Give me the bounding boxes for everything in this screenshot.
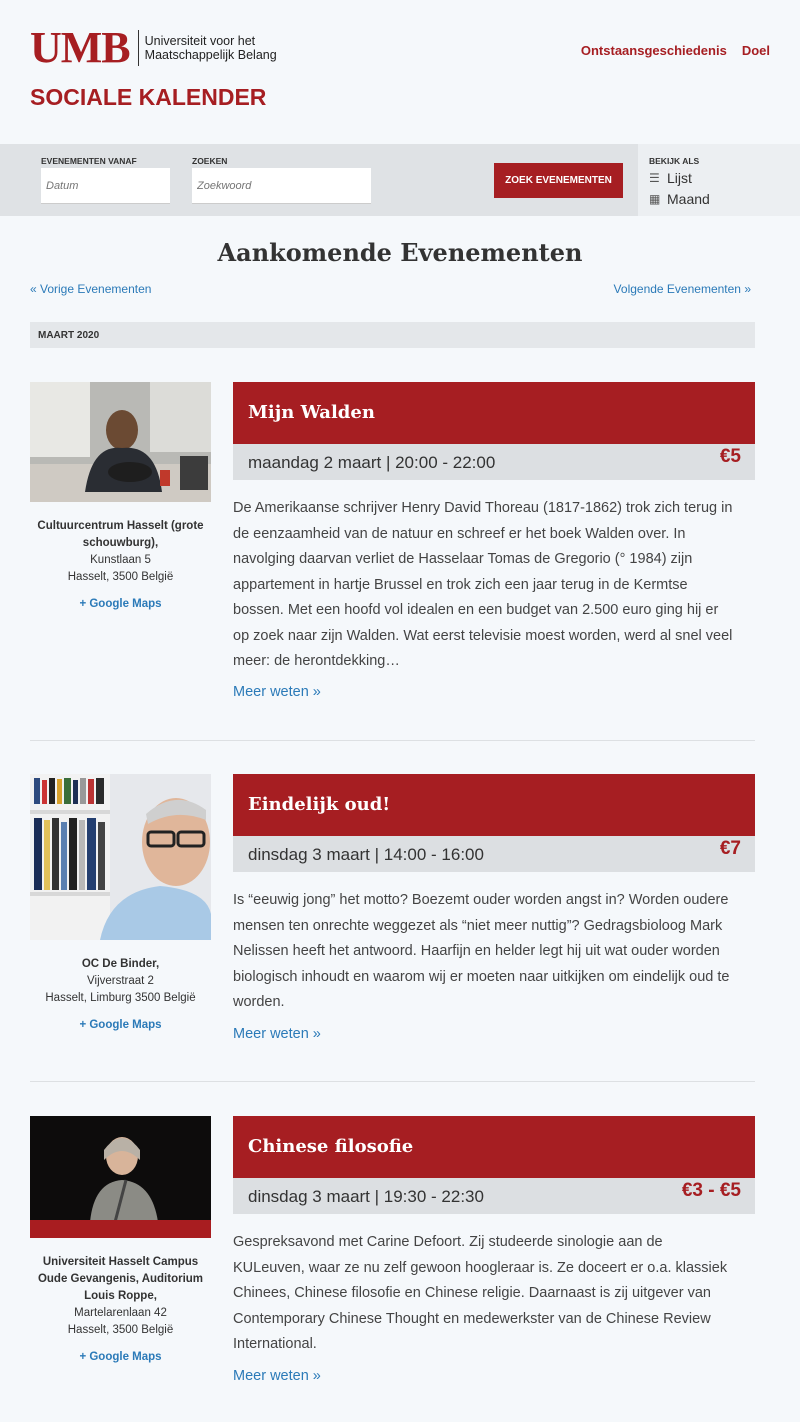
read-more-link[interactable]: Meer weten » [233,1026,321,1042]
event-description: Is “eeuwig jong” het motto? Boezemt ouder worden angst in? Worden oudere mensen ten onrechte weggezet als “niet meer nuttig”? Gedragsbioloog Mark Nelissen heeft het antwoord. Haarfijn en helder legt hij uit wat ouder worden biologisch inhoudt en waarom wij er moeten naar uitkijken om eindelijk oud te worden. [233,892,730,1010]
venue-street: Kunstlaan 5 [90,554,151,566]
logo-mark: UMB [30,23,130,72]
event-price: €3 - €5 [681,1180,741,1201]
venue-name: Universiteit Hasselt Campus Oude Gevangenis, Auditorium Louis Roppe, [37,1256,204,1302]
venue-name: OC De Binder, [81,958,160,970]
event-image[interactable] [30,382,211,502]
event-datetime-bar [233,1178,755,1214]
site-logo[interactable] [30,23,285,72]
view-month-label: Maand [667,191,710,207]
event-datetime-bar [233,444,755,480]
view-list-option[interactable] [649,170,692,186]
calendar-icon: ▦ [649,192,661,206]
event-description: Gespreksavond met Carine Defoort. Zij studeerde sinologie aan de KULeuven, waar ze nu zelf gewoon hoogleraar is. Ze doceert er o.a. klassiek Chinees, Chinese filosofie en Chinese religie. Daarnaast is zij uitgever van Contemporary Chinese Thought en medewerkster van de Chinese Review International. [233,1234,728,1352]
event-divider [30,1081,755,1082]
event-description: De Amerikaanse schrijver Henry David Thoreau (1817-1862) trok zich terug in de eenzaamheid van de natuur en schreef er het boek Walden over. In navolging daarvan verliet de Hasselaar Tomas de Gregorio (° 1984) zijn appartement in hartje Brussel en trok zich een jaar terug in de Kermtse bossen. Met een hoofd vol idealen en een budget van 2.500 euro ging hij er op zoek naar zijn Walden. Wat eerst televisie moest worden, werd al snel veel meer: de herontdekking… [233,500,733,669]
view-as-label: BEKIJK ALS [649,156,700,166]
page-heading: Aankomende Evenementen [217,238,583,267]
event-divider [30,740,755,741]
search-filter-label: ZOEKEN [192,156,228,166]
venue-street: Martelarenlaan 42 [74,1307,167,1319]
search-input[interactable] [192,168,371,204]
event-price: €5 [719,446,741,467]
event-venue [30,956,211,1034]
event-item [30,382,755,712]
event-title[interactable]: Eindelijk oud! [233,774,755,836]
next-events-link[interactable]: Volgende Evenementen » [613,282,751,296]
event-item [30,774,755,1054]
venue-name: Cultuurcentrum Hasselt (grote schouwburg), [37,520,204,549]
logo-text: Universiteit voor het Maatschappelijk Belang [144,34,277,62]
event-datetime-bar [233,836,755,872]
event-price: €7 [719,838,741,859]
venue-street: Vijverstraat 2 [87,975,154,987]
previous-events-link[interactable]: « Vorige Evenementen [30,282,152,296]
nav-link-history[interactable]: Ontstaansgeschiedenis [580,43,727,58]
google-maps-link[interactable]: + Google Maps [79,1351,162,1363]
list-icon: ☰ [649,171,660,185]
search-events-button[interactable]: ZOEK EVENEMENTEN [494,163,623,198]
top-navigation [581,43,770,58]
month-separator: MAART 2020 [30,322,755,348]
event-datetime: dinsdag 3 maart | 14:00 - 16:00 [248,845,484,864]
venue-city: Hasselt, Limburg 3500 België [45,992,196,1004]
date-filter-label: EVENEMENTEN VANAF [41,156,137,166]
read-more-link[interactable]: Meer weten » [233,684,321,700]
view-list-label: Lijst [667,170,692,186]
event-image[interactable] [30,774,211,940]
venue-city: Hasselt, 3500 België [67,571,174,583]
nav-link-goal[interactable]: Doel [741,43,770,58]
event-title[interactable]: Chinese filosofie [233,1116,755,1178]
event-datetime: maandag 2 maart | 20:00 - 22:00 [248,453,496,472]
site-title: SOCIALE KALENDER [30,84,267,110]
google-maps-link[interactable]: + Google Maps [79,1019,162,1031]
event-title[interactable]: Mijn Walden [233,382,755,444]
date-input[interactable] [41,168,170,204]
view-month-option[interactable] [649,191,710,207]
event-venue [30,1254,211,1366]
logo-divider [138,30,139,66]
event-venue [30,518,211,613]
venue-city: Hasselt, 3500 België [67,1324,174,1336]
google-maps-link[interactable]: + Google Maps [79,598,162,610]
read-more-link[interactable]: Meer weten » [233,1368,321,1384]
event-image[interactable] [30,1116,211,1238]
event-datetime: dinsdag 3 maart | 19:30 - 22:30 [248,1187,484,1206]
event-item [30,1116,755,1406]
